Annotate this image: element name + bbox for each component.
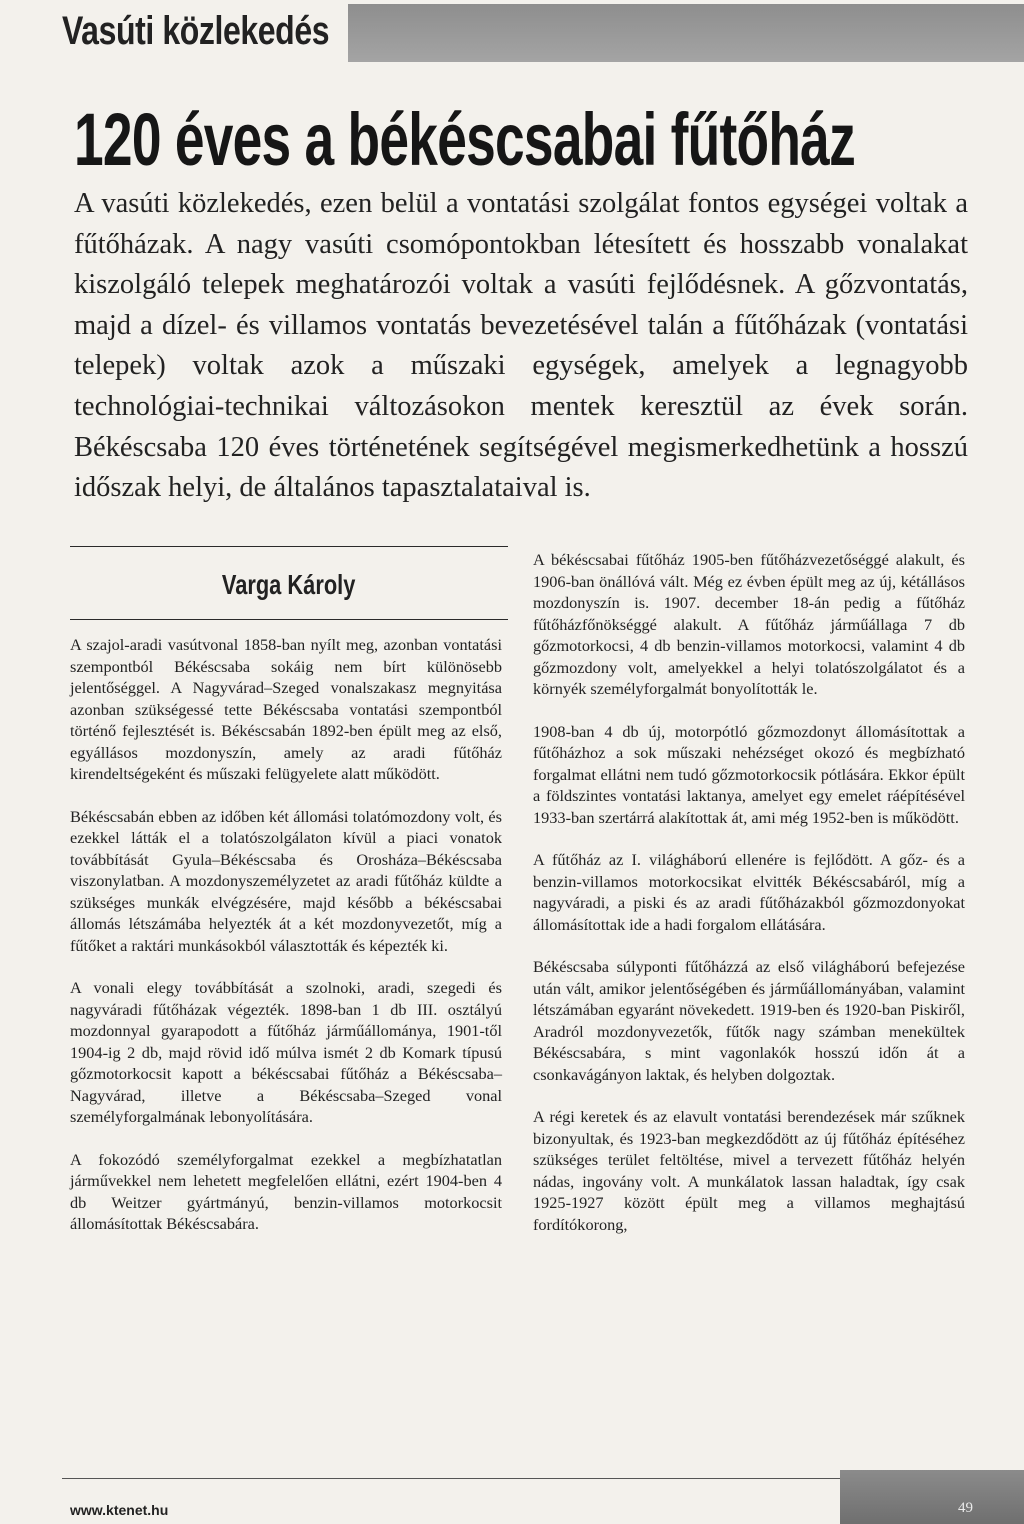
body-paragraph: Békéscsabán ebben az időben két állomási tolatómozdony volt, és ezekkel látták el a tolatószolgálaton kívül a piaci vonatok továbbítását Gyula–Békéscsaba és Orosháza–Békéscsaba viszonylatban. A mozdonyszemélyzetet az aradi fűtőház küldte a szükséges munkák elvégzésére, majd később a békéscsabai állomás létszámába helyezték át a két mozdonyvezetőt, míg a fűtőket a raktári munkásokból választották és képezték ki.: [70, 806, 502, 955]
body-paragraph: A vonali elegy továbbítását a szolnoki, aradi, szegedi és nagyváradi fűtőházak végezték. 1898-ban 1 db III. osztályú mozdonnyal gyarapodott a fűtőház járműállománya, 1901-től 1904-ig 2 db, majd rövid idő múlva ismét 2 db Komark típusú gőzmotorkocsit kapott a békéscsabai fűtőház a Békéscsaba–Nagyvárad, illetve a Békéscsaba–Szeged vonal személyforgalmának lebonyolítására.: [70, 978, 502, 1126]
body-paragraph: A régi keretek és az elavult vontatási berendezések már szűknek bizonyultak, és 1923-ban megkezdődött az új fűtőház építéséhez szükséges terület feltöltése, mivel a tervezett fűtőház helyén nádas, ingovány volt. A munkálatok lassan haladtak, így csak 1925-1927 között épült meg a villamos meghajtású fordítókorong,: [533, 1107, 965, 1234]
page-number: 49: [958, 1500, 973, 1516]
footer-bar: [840, 1470, 1024, 1524]
body-paragraph: 1908-ban 4 db új, motorpótló gőzmozdonyt állomásítottak a fűtőházhoz a sok műszaki nehézséget okozó és megbízható forgalmat ellátni nem tudó gőzmotorkocsik pótlására. Ekkor épült a földszintes vontatási laktanya, amelyet egy emelet ráépítésével 1933-ban szertárrá alakítottak át, ami még 1952-ben is működött.: [533, 721, 965, 827]
author-name: Varga Károly: [222, 569, 356, 600]
section-title: Vasúti közlekedés: [62, 9, 330, 53]
body-paragraph: A fokozódó személyforgalmat ezekkel a megbízhatatlan járművekkel nem lehetett megfelelően ellátni, ezért 1904-ben 4 db Weitzer gyártmányú, benzin-villamos motorkocsit állomásítottak Békéscsabára.: [70, 1149, 502, 1233]
section-header: [0, 0, 1024, 62]
body-paragraph: A fűtőház az I. világháború ellenére is fejlődött. A gőz- és a benzin-villamos motorkocsikat elvitték Békéscsabáról, míg a nagyváradi, a piski és az aradi fűtőházakból gőzmozdonyokat állomásítottak ide a hadi forgalom ellátására.: [533, 850, 965, 934]
body-paragraph: A békéscsabai fűtőház 1905-ben fűtőházvezetőséggé alakult, és 1906-ban önállóvá vált. Még ez évben épült meg az új, kétállásos mozdonyszín is. 1907. december 18-án pedig a fűtőház fűtőházfőnökséggé alakult. A fűtőház járműállaga 7 db gőzmotorkocsi, 4 db benzin-villamos motorkocsi, valamint 4 db gőzmozdony volt, amelyekkel a helyi tolatószolgálatot és a környék személyforgalmát bonyolították le.: [533, 550, 965, 698]
body-paragraph: A szajol-aradi vasútvonal 1858-ban nyílt meg, azonban vontatási szempontból Békéscsaba sokáig nem bírt különösebb jelentőséggel. A Nagyvárad–Szeged vonalszakasz megnyitása azonban szükségessé tette Békéscsaba vontatási szempontból történő fejlesztését is. Békéscsabán 1892-ben épült meg az első, egyállásos mozdonyszín, amely az aradi fűtőház kirendeltségeként és műszaki felügyelete alatt működött.: [70, 635, 502, 783]
right-column: [533, 549, 965, 1256]
header-bar: [348, 4, 1024, 62]
footer-rule: [62, 1478, 850, 1479]
byline-rule-bottom: [70, 619, 508, 620]
lead-paragraph: A vasúti közlekedés, ezen belül a vontatási szolgálat fontos egységei voltak a fűtőházak. A nagy vasúti csomópontokban létesített és hosszabb vonalakat kiszolgáló telepek meghatározói voltak a vasúti fejlődésnek. A gőzvontatás, majd a dízel- és villamos vontatás bevezetésével talán a fűtőházak (vontatási telepek) voltak azok a műszaki egységek, amelyek a legnagyobb technológiai-technikai változásokon mentek keresztül az évek során. Békéscsaba 120 éves történetének segítségével megismerkedhetünk a hosszú időszak helyi, de általános tapasztalataival is.: [74, 188, 968, 504]
byline: [70, 560, 508, 610]
byline-rule-top: [70, 546, 508, 547]
website-link[interactable]: www.ktenet.hu: [70, 1502, 169, 1518]
article-title: 120 éves a békéscsabai fűtőház: [74, 98, 856, 181]
left-column: [70, 634, 502, 1256]
body-paragraph: Békéscsaba súlyponti fűtőházzá az első világháború befejezése után vált, amikor jelentőségében és járműállományában, valamint létszámában egyaránt növekedett. 1919-ben és 1920-ban Piskiről, Aradról mozdonyvezetők, fűtők nagy számban menekültek Békéscsabára, s mint vagonlakók hosszú időn át a csonkavágányon laktak, és helyben dolgoztak.: [533, 957, 965, 1084]
